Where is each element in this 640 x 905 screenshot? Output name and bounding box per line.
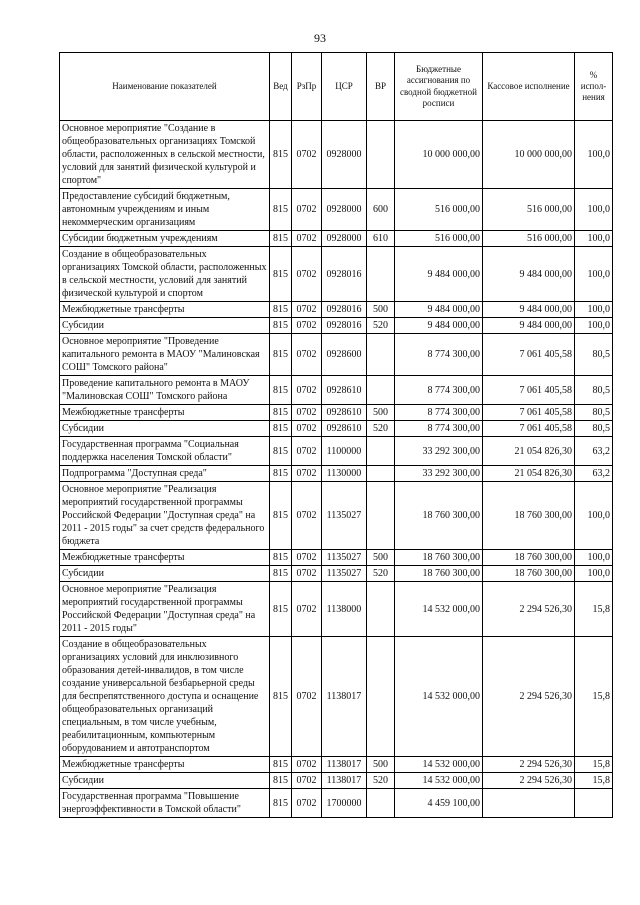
row-assignments: 9 484 000,00 (395, 318, 483, 334)
row-rzpr: 0702 (292, 637, 322, 757)
row-csr: 1138017 (322, 637, 367, 757)
row-assignments: 516 000,00 (395, 189, 483, 231)
row-cash-execution: 7 061 405,58 (483, 376, 575, 405)
row-vr: 600 (367, 189, 395, 231)
row-vr (367, 121, 395, 189)
row-vr: 500 (367, 302, 395, 318)
row-percent: 100,0 (575, 566, 613, 582)
row-vr: 500 (367, 757, 395, 773)
row-rzpr: 0702 (292, 773, 322, 789)
header-ved: Вед (270, 53, 292, 121)
row-csr: 0928016 (322, 318, 367, 334)
row-name: Основное мероприятие "Реализация мероприятий государственной программы Российской Федерации "Доступная среда" на 2011 - 2015 годы" (60, 582, 270, 637)
header-cash-execution: Кассовое исполнение (483, 53, 575, 121)
table-row (60, 466, 613, 482)
row-name: Субсидии (60, 773, 270, 789)
table-row (60, 302, 613, 318)
row-csr: 0928016 (322, 302, 367, 318)
row-name: Основное мероприятие "Проведение капитального ремонта в МАОУ "Малиновская СОШ" Томского района" (60, 334, 270, 376)
row-csr: 1138017 (322, 773, 367, 789)
row-rzpr: 0702 (292, 405, 322, 421)
row-rzpr: 0702 (292, 121, 322, 189)
row-csr: 1100000 (322, 437, 367, 466)
row-ved: 815 (270, 247, 292, 302)
row-ved: 815 (270, 405, 292, 421)
row-assignments: 14 532 000,00 (395, 582, 483, 637)
row-vr (367, 789, 395, 818)
row-name: Межбюджетные трансферты (60, 302, 270, 318)
header-assignments: Бюджетные ассигнования по сводной бюджетной росписи (395, 53, 483, 121)
header-percent: % испол-нения (575, 53, 613, 121)
row-vr (367, 482, 395, 550)
row-ved: 815 (270, 437, 292, 466)
row-rzpr: 0702 (292, 318, 322, 334)
row-assignments: 9 484 000,00 (395, 247, 483, 302)
row-cash-execution: 2 294 526,30 (483, 582, 575, 637)
row-rzpr: 0702 (292, 789, 322, 818)
row-rzpr: 0702 (292, 376, 322, 405)
row-assignments: 10 000 000,00 (395, 121, 483, 189)
row-cash-execution: 9 484 000,00 (483, 302, 575, 318)
table-row (60, 437, 613, 466)
table-row (60, 376, 613, 405)
row-vr (367, 334, 395, 376)
row-vr (367, 247, 395, 302)
row-rzpr: 0702 (292, 189, 322, 231)
row-assignments: 8 774 300,00 (395, 405, 483, 421)
row-csr: 1700000 (322, 789, 367, 818)
row-name: Проведение капитального ремонта в МАОУ "Малиновская СОШ" Томского района (60, 376, 270, 405)
row-assignments: 9 484 000,00 (395, 302, 483, 318)
table-row (60, 550, 613, 566)
row-name: Создание в общеобразовательных организациях Томской области, расположенных в сельской местности, условий для занятий физической культурой и спортом (60, 247, 270, 302)
row-rzpr: 0702 (292, 757, 322, 773)
row-assignments: 4 459 100,00 (395, 789, 483, 818)
row-name: Субсидии (60, 566, 270, 582)
row-cash-execution: 7 061 405,58 (483, 334, 575, 376)
row-rzpr: 0702 (292, 334, 322, 376)
row-cash-execution: 18 760 300,00 (483, 482, 575, 550)
header-row (60, 53, 613, 121)
row-csr: 1138000 (322, 582, 367, 637)
row-rzpr: 0702 (292, 482, 322, 550)
row-assignments: 8 774 300,00 (395, 334, 483, 376)
row-csr: 1135027 (322, 550, 367, 566)
row-name: Межбюджетные трансферты (60, 550, 270, 566)
row-assignments: 14 532 000,00 (395, 773, 483, 789)
row-cash-execution: 2 294 526,30 (483, 637, 575, 757)
row-name: Межбюджетные трансферты (60, 757, 270, 773)
row-ved: 815 (270, 582, 292, 637)
row-percent: 100,0 (575, 482, 613, 550)
header-csr: ЦСР (322, 53, 367, 121)
row-percent: 15,8 (575, 582, 613, 637)
row-ved: 815 (270, 189, 292, 231)
row-ved: 815 (270, 466, 292, 482)
row-assignments: 18 760 300,00 (395, 482, 483, 550)
row-name: Субсидии (60, 421, 270, 437)
row-percent: 63,2 (575, 437, 613, 466)
table-row (60, 405, 613, 421)
row-ved: 815 (270, 121, 292, 189)
row-csr: 0928000 (322, 189, 367, 231)
row-rzpr: 0702 (292, 550, 322, 566)
row-csr: 1135027 (322, 482, 367, 550)
row-rzpr: 0702 (292, 302, 322, 318)
table-row (60, 637, 613, 757)
row-percent: 80,5 (575, 421, 613, 437)
row-assignments: 33 292 300,00 (395, 466, 483, 482)
row-cash-execution: 7 061 405,58 (483, 421, 575, 437)
row-ved: 815 (270, 302, 292, 318)
row-percent: 100,0 (575, 318, 613, 334)
row-ved: 815 (270, 318, 292, 334)
row-vr: 520 (367, 773, 395, 789)
row-percent: 100,0 (575, 189, 613, 231)
row-ved: 815 (270, 482, 292, 550)
row-cash-execution: 7 061 405,58 (483, 405, 575, 421)
row-ved: 815 (270, 421, 292, 437)
row-csr: 0928600 (322, 334, 367, 376)
table-row (60, 189, 613, 231)
row-percent: 100,0 (575, 231, 613, 247)
row-cash-execution (483, 789, 575, 818)
row-assignments: 18 760 300,00 (395, 550, 483, 566)
row-name: Создание в общеобразовательных организациях условий для инклюзивного образования детей-инвалидов, в том числе создание универсальной безбарьерной среды для беспрепятственного доступа и оснащение общеобразовательных организаций специальным, в том числе учебным, реабилитационным, компьютерным оборудованием и автотранспортом (60, 637, 270, 757)
row-cash-execution: 18 760 300,00 (483, 550, 575, 566)
row-name: Субсидии бюджетным учреждениям (60, 231, 270, 247)
row-cash-execution: 21 054 826,30 (483, 466, 575, 482)
row-vr: 520 (367, 421, 395, 437)
table-row (60, 334, 613, 376)
page-number: 93 (314, 31, 326, 45)
row-percent: 15,8 (575, 773, 613, 789)
row-vr: 500 (367, 405, 395, 421)
row-csr: 0928610 (322, 405, 367, 421)
row-csr: 1138017 (322, 757, 367, 773)
row-name: Государственная программа "Социальная поддержка населения Томской области" (60, 437, 270, 466)
row-csr: 1130000 (322, 466, 367, 482)
row-vr: 520 (367, 566, 395, 582)
row-ved: 815 (270, 773, 292, 789)
row-percent: 100,0 (575, 247, 613, 302)
row-name: Государственная программа "Повышение энергоэффективности в Томской области" (60, 789, 270, 818)
row-assignments: 8 774 300,00 (395, 376, 483, 405)
table-row (60, 421, 613, 437)
table-row (60, 247, 613, 302)
table-row (60, 482, 613, 550)
table-row (60, 773, 613, 789)
table-row (60, 318, 613, 334)
row-cash-execution: 2 294 526,30 (483, 773, 575, 789)
row-rzpr: 0702 (292, 566, 322, 582)
row-name: Основное мероприятие "Реализация мероприятий государственной программы Российской Федерации "Доступная среда" на 2011 - 2015 годы" за счет средств федерального бюджета (60, 482, 270, 550)
table-row (60, 582, 613, 637)
row-cash-execution: 9 484 000,00 (483, 247, 575, 302)
row-percent: 80,5 (575, 405, 613, 421)
row-cash-execution: 18 760 300,00 (483, 566, 575, 582)
header-name: Наименование показателей (60, 53, 270, 121)
table-body (60, 121, 613, 818)
budget-table (59, 52, 613, 818)
row-ved: 815 (270, 376, 292, 405)
row-name: Предоставление субсидий бюджетным, автономным учреждениям и иным некоммерческим организациям (60, 189, 270, 231)
row-vr (367, 466, 395, 482)
row-assignments: 8 774 300,00 (395, 421, 483, 437)
row-percent: 100,0 (575, 121, 613, 189)
row-csr: 0928000 (322, 231, 367, 247)
row-percent: 63,2 (575, 466, 613, 482)
row-cash-execution: 516 000,00 (483, 189, 575, 231)
row-ved: 815 (270, 789, 292, 818)
row-vr: 500 (367, 550, 395, 566)
table-row (60, 757, 613, 773)
row-rzpr: 0702 (292, 421, 322, 437)
table-row (60, 789, 613, 818)
row-vr: 610 (367, 231, 395, 247)
row-rzpr: 0702 (292, 247, 322, 302)
row-csr: 1135027 (322, 566, 367, 582)
row-percent: 15,8 (575, 637, 613, 757)
table-row (60, 231, 613, 247)
row-rzpr: 0702 (292, 466, 322, 482)
row-cash-execution: 10 000 000,00 (483, 121, 575, 189)
row-vr: 520 (367, 318, 395, 334)
header-rzpr: РзПр (292, 53, 322, 121)
row-cash-execution: 2 294 526,30 (483, 757, 575, 773)
table-row (60, 566, 613, 582)
row-ved: 815 (270, 334, 292, 376)
row-name: Межбюджетные трансферты (60, 405, 270, 421)
row-ved: 815 (270, 550, 292, 566)
header-vr: ВР (367, 53, 395, 121)
row-rzpr: 0702 (292, 231, 322, 247)
row-assignments: 516 000,00 (395, 231, 483, 247)
row-percent: 80,5 (575, 376, 613, 405)
row-percent: 15,8 (575, 757, 613, 773)
row-vr (367, 376, 395, 405)
row-name: Субсидии (60, 318, 270, 334)
row-percent: 80,5 (575, 334, 613, 376)
row-name: Основное мероприятие "Создание в общеобразовательных организациях Томской области, расположенных в сельской местности, условий для занятий физической культурой и спортом" (60, 121, 270, 189)
row-assignments: 33 292 300,00 (395, 437, 483, 466)
row-ved: 815 (270, 231, 292, 247)
row-vr (367, 637, 395, 757)
row-cash-execution: 21 054 826,30 (483, 437, 575, 466)
row-cash-execution: 516 000,00 (483, 231, 575, 247)
row-csr: 0928610 (322, 421, 367, 437)
row-percent: 100,0 (575, 550, 613, 566)
row-name: Подпрограмма "Доступная среда" (60, 466, 270, 482)
row-assignments: 14 532 000,00 (395, 637, 483, 757)
row-ved: 815 (270, 757, 292, 773)
table-row (60, 121, 613, 189)
row-ved: 815 (270, 637, 292, 757)
row-csr: 0928610 (322, 376, 367, 405)
row-rzpr: 0702 (292, 582, 322, 637)
row-percent (575, 789, 613, 818)
row-assignments: 18 760 300,00 (395, 566, 483, 582)
row-vr (367, 582, 395, 637)
row-vr (367, 437, 395, 466)
row-cash-execution: 9 484 000,00 (483, 318, 575, 334)
row-rzpr: 0702 (292, 437, 322, 466)
row-percent: 100,0 (575, 302, 613, 318)
row-ved: 815 (270, 566, 292, 582)
row-assignments: 14 532 000,00 (395, 757, 483, 773)
row-csr: 0928000 (322, 121, 367, 189)
row-csr: 0928016 (322, 247, 367, 302)
